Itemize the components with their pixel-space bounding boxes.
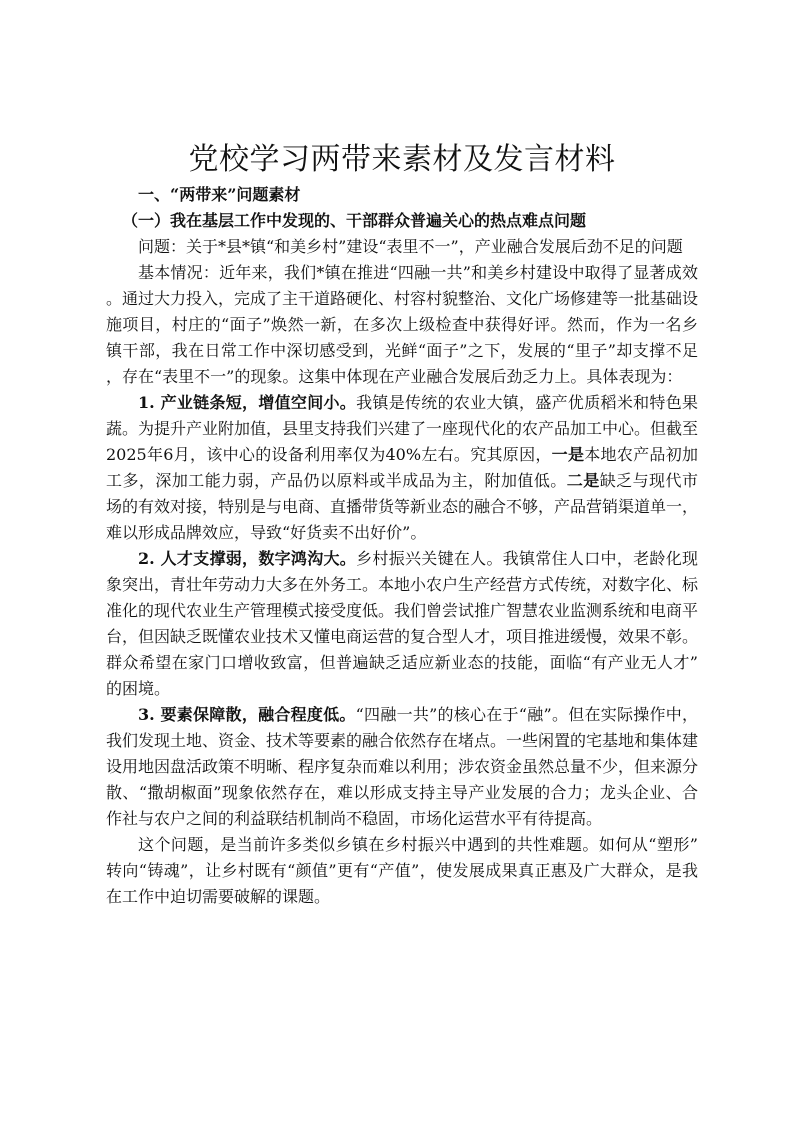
basic-situation-paragraph: 基本情况：近年来，我们*镇在推进“四融一共”和美乡村建设中取得了显著成效。通过大力投入，完成了主干道路硬化、村容村貌整治、文化广场修建等一批基础设施项目，村庄的“面子”焕然一新，在多次上级检查中获得好评。然而，作为一名乡镇干部，我在日常工作中深切感受到，光鲜“面子”之下，发展的“里子”却支撑不足，存在“表里不一”的现象。这集中体现在产业融合发展后劲乏力上。具体表现为： <box>106 263 699 386</box>
point-1-text-a: 我镇是传统的农业大镇，盛产优质稻米和特色果蔬。为提升产业附加值，县里支持我们兴建了一座现代化的农产品加工中心。但截至2025年6月，该中心的设备利用率仅为40%左右。究其原因， <box>106 393 699 464</box>
point-3-lead: 3. 要素保障散，融合程度低。 <box>138 705 356 724</box>
point-2-paragraph <box>106 546 698 702</box>
closing-paragraph: 这个问题，是当前许多类似乡镇在乡村振兴中遇到的共性难题。如何从“塑形”转向“铸魂”，让乡村既有“颜值”更有“产值”，使发展成果真正惠及广大群众，是我在工作中迫切需要破解的课题。 <box>106 835 698 906</box>
point-1-lead: 1. 产业链条短，增值空间小。 <box>138 393 357 412</box>
point-3-text: “四融一共”的核心在于“融”。但在实际操作中，我们发现土地、资金、技术等要素的融合依然存在堵点。一些闲置的宅基地和集体建设用地因盘活政策不明晰、程序复杂而难以利用；涉农资金虽然总量不少，但来源分散、“撒胡椒面”现象依然存在，难以形成支持主导产业发展的合力；龙头企业、合作社与农户之间的利益联结机制尚不稳固，市场化运营水平有待提高。 <box>106 705 699 828</box>
point-2-lead: 2. 人才支撑弱，数字鸿沟大。 <box>138 549 357 568</box>
problem-paragraph: 问题：关于*县*镇“和美乡村”建设“表里不一”，产业融合发展后劲不足的问题 <box>138 237 683 256</box>
point-1-paragraph <box>106 390 698 546</box>
point-2-text: 乡村振兴关键在人。我镇常住人口中，老龄化现象突出，青壮年劳动力大多在外务工。本地小农户生产经营方式传统，对数字化、标准化的现代农业生产管理模式接受度低。我们曾尝试推广智慧农业监测系统和电商平台，但因缺乏既懂农业技术又懂电商运营的复合型人才，项目推进缓慢，效果不彰。群众希望在家门口增收致富，但普遍缺乏适应新业态的技能，面临“有产业无人才”的困境。 <box>106 549 699 698</box>
point-1-text-c: 缺乏与现代市场的有效对接，特别是与电商、直播带货等新业态的融合不够，产品营销渠道单一，难以形成品牌效应，导致“好货卖不出好价”。 <box>106 471 699 542</box>
point-3-paragraph <box>106 702 698 832</box>
document-body <box>106 182 698 910</box>
document-title: 党校学习两带来素材及发言材料 <box>188 142 616 177</box>
point-1-second-marker: 二是 <box>566 471 600 490</box>
point-1-text-b: 本地农产品初加工多，深加工能力弱，产品仍以原料或半成品为主，附加值低。 <box>106 445 698 490</box>
section-heading: 一、“两带来”问题素材 <box>138 185 301 204</box>
subsection-heading: （一）我在基层工作中发现的、干部群众普遍关心的热点难点问题 <box>122 211 587 230</box>
point-1-first-marker: 一是 <box>551 445 585 464</box>
